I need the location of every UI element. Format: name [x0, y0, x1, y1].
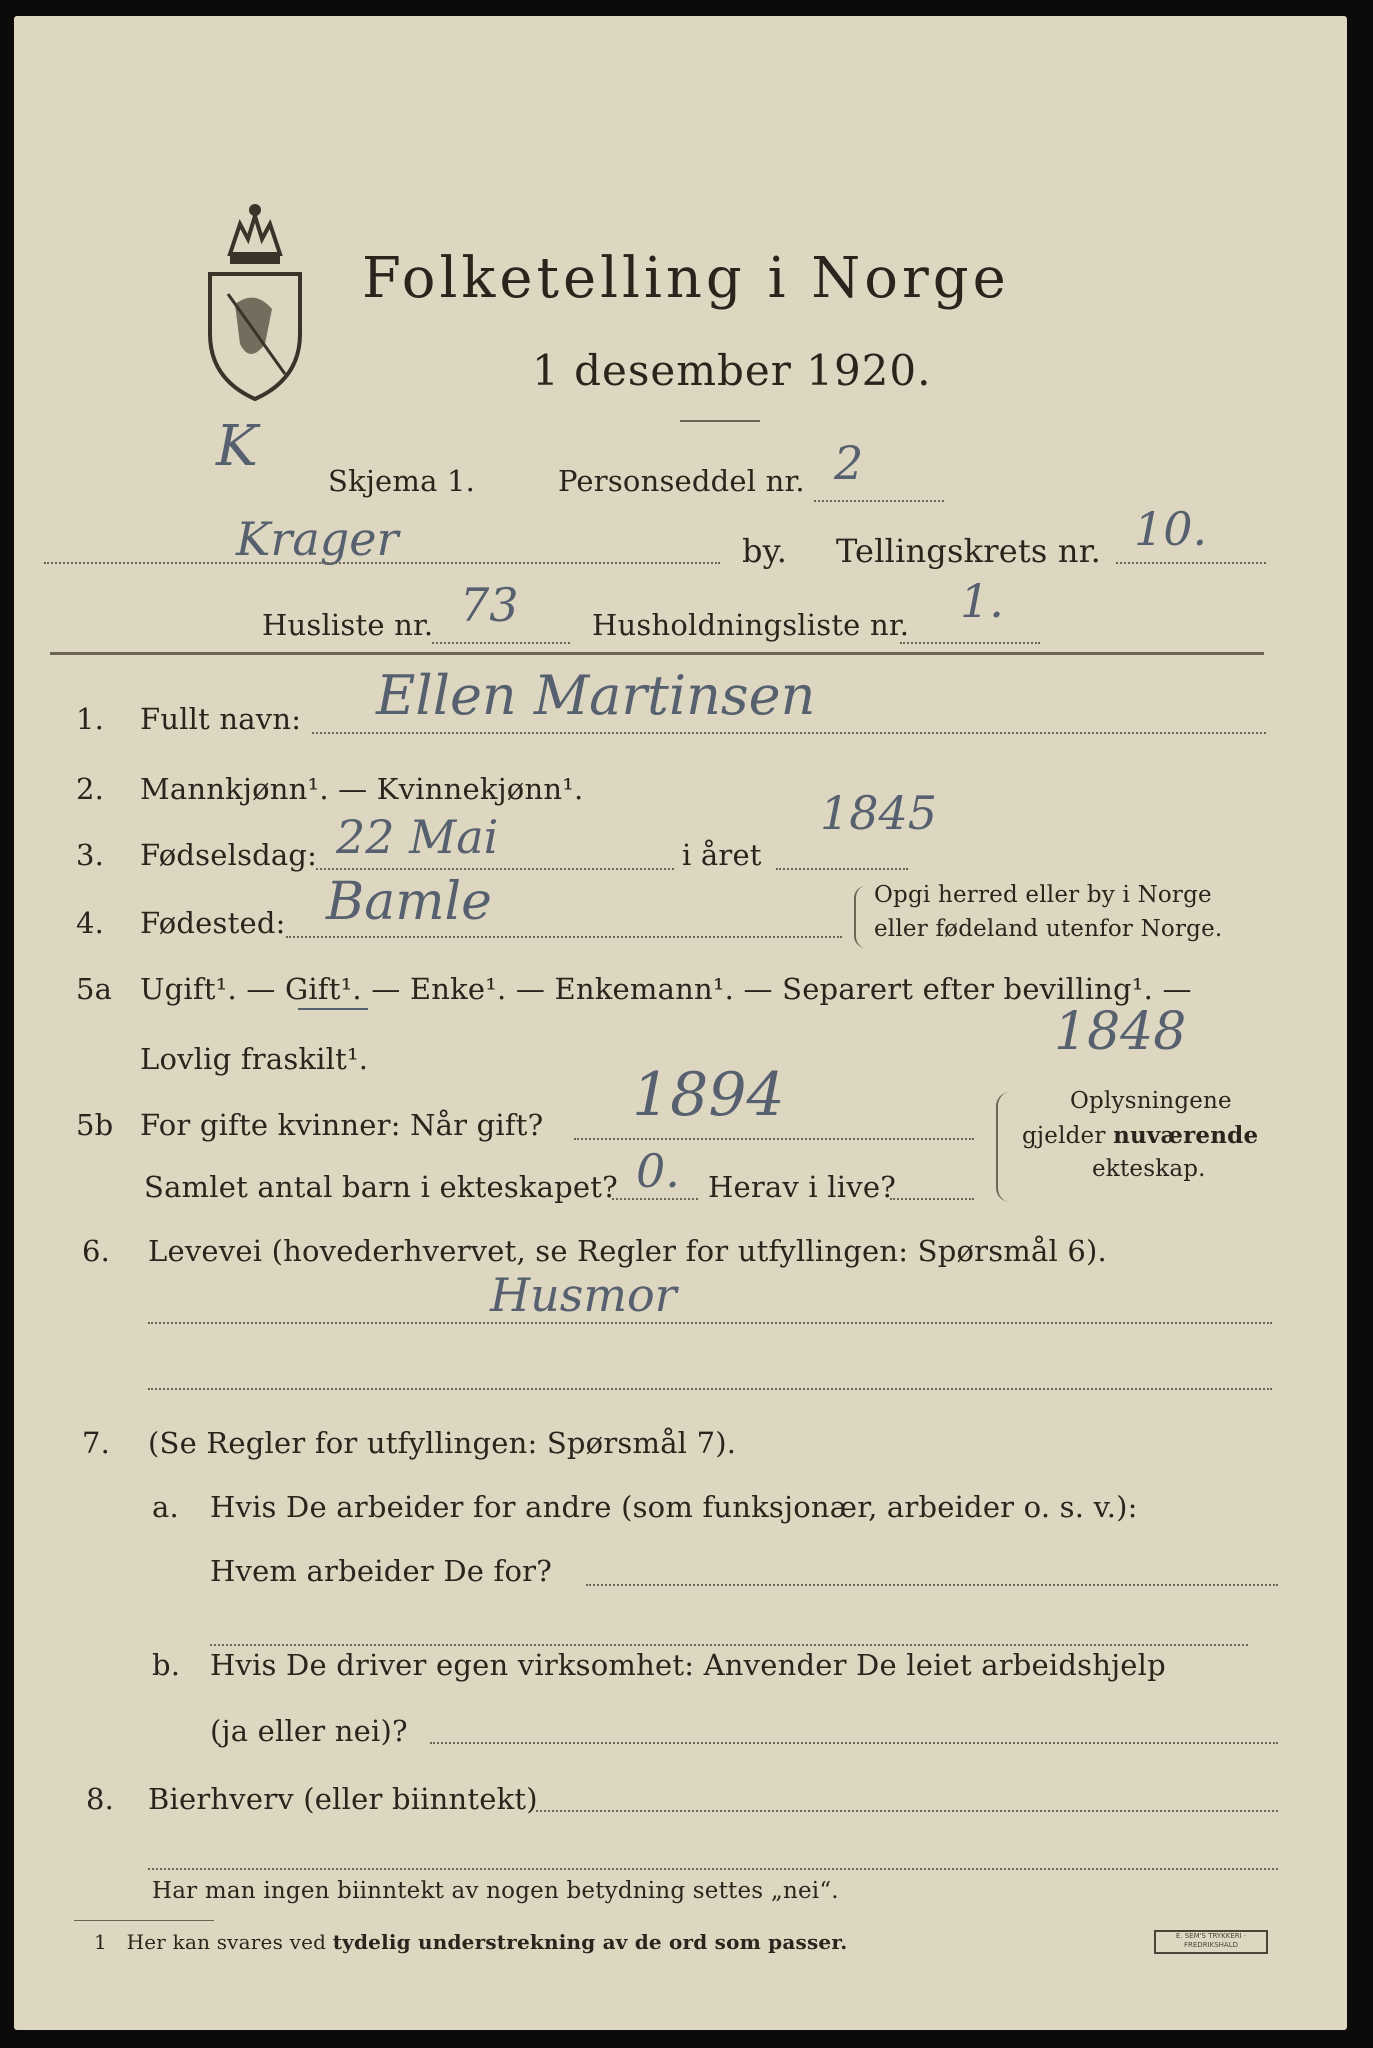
q7a-letter: a.: [152, 1490, 179, 1524]
q5a-label-continued: Lovlig fraskilt¹.: [140, 1042, 369, 1076]
q8-field-2: [148, 1868, 1278, 1870]
census-form: [14, 16, 1347, 2030]
q2-label: Mannkjønn¹. — Kvinnekjønn¹.: [140, 772, 584, 806]
q7b-label-continued: (ja eller nei)?: [210, 1714, 408, 1748]
form-date: 1 desember 1920.: [532, 346, 932, 395]
husholdning-field: [900, 642, 1040, 644]
footnote-number: 1: [94, 1930, 107, 1954]
husliste-field: [432, 642, 570, 644]
city-field: [44, 562, 720, 564]
q6-field-1: [148, 1322, 1272, 1324]
husliste-label: Husliste nr.: [262, 608, 434, 642]
q7b-field: [430, 1742, 1278, 1744]
q1-label: Fullt navn:: [140, 702, 302, 736]
q5b-married-value: 1894: [632, 1060, 785, 1130]
by-label: by.: [742, 532, 788, 570]
personseddel-value: 2: [834, 436, 864, 490]
city-mark-handwritten: K: [216, 414, 258, 479]
q5b-children-label: Samlet antal barn i ekteskapet?: [144, 1170, 618, 1204]
title-divider: [680, 420, 760, 422]
q5b-alive-field: [890, 1198, 974, 1200]
q5a-gift-underline: [298, 1008, 368, 1010]
q4-note-line2: eller fødeland utenfor Norge.: [874, 916, 1223, 942]
q5b-alive-label: Herav i live?: [708, 1170, 896, 1204]
q4-birthplace-field: [286, 936, 842, 938]
q4-birthplace-value: Bamle: [326, 872, 492, 932]
city-value: Krager: [236, 512, 399, 566]
skjema-label: Skjema 1.: [328, 464, 476, 498]
q5b-married-field: [574, 1138, 974, 1140]
q7b-label: Hvis De driver egen virksomhet: Anvender De leiet arbeidshjelp: [210, 1648, 1166, 1682]
personseddel-field: [814, 500, 944, 502]
q8-label: Bierhverv (eller biinntekt): [148, 1782, 538, 1816]
q1-number: 1.: [76, 702, 105, 736]
q5b-number: 5b: [76, 1108, 114, 1142]
q3-year-label: i året: [682, 838, 762, 872]
q5a-number: 5a: [76, 972, 113, 1006]
q2-number: 2.: [76, 772, 105, 806]
q8-field-1: [536, 1810, 1278, 1812]
husholdning-label: Husholdningsliste nr.: [592, 608, 910, 642]
header-divider: [50, 652, 1264, 655]
husliste-value: 73: [460, 578, 519, 632]
q3-year-field: [776, 868, 908, 870]
q7a-label-continued: Hvem arbeider De for?: [210, 1554, 552, 1588]
footer-note: Har man ingen biinntekt av nogen betydning settes „nei“.: [152, 1878, 839, 1904]
q4-note-brace: [854, 886, 866, 948]
q3-birthday-value: 22 Mai: [336, 810, 499, 864]
q5b-label: For gifte kvinner: Når gift?: [140, 1108, 544, 1142]
form-title: Folketelling i Norge: [362, 246, 1010, 311]
footnote: 1 Her kan svares ved tydelig understrekning av de ord som passer.: [94, 1930, 848, 1954]
q6-label: Levevei (hovederhvervet, se Regler for utfyllingen: Spørsmål 6).: [148, 1234, 1107, 1268]
personseddel-label: Personseddel nr.: [558, 464, 805, 498]
q7a-label: Hvis De arbeider for andre (som funksjonær, arbeider o. s. v.):: [210, 1490, 1138, 1524]
q5a-annotation-value: 1848: [1054, 1002, 1187, 1062]
q3-birthday-field: [316, 868, 674, 870]
q4-number: 4.: [76, 906, 105, 940]
tellingskrets-value: 10.: [1134, 502, 1208, 556]
q5b-children-value: 0.: [636, 1144, 680, 1198]
q3-year-value: 1845: [820, 786, 938, 840]
q4-note-line1: Opgi herred eller by i Norge: [874, 882, 1212, 908]
q1-full-name-value: Ellen Martinsen: [376, 664, 816, 727]
husholdning-value: 1.: [960, 574, 1004, 628]
q4-label: Fødested:: [140, 906, 286, 940]
q5b-note-brace: [996, 1092, 1010, 1202]
footnote-divider: [74, 1920, 214, 1921]
q5b-note-line1: Oplysningene: [1070, 1088, 1232, 1114]
printer-stamp: E. SEM'S TRYKKERI · FREDRIKSHALD: [1154, 1930, 1268, 1954]
q7-number: 7.: [82, 1426, 111, 1460]
q5a-label: Ugift¹. — Gift¹. — Enke¹. — Enkemann¹. — Separert efter bevilling¹. —: [140, 972, 1192, 1006]
norwegian-coat-of-arms-icon: [200, 194, 310, 404]
q3-number: 3.: [76, 838, 105, 872]
q7b-letter: b.: [152, 1648, 181, 1682]
tellingskrets-field: [1116, 562, 1266, 564]
q8-number: 8.: [86, 1782, 115, 1816]
q5b-children-field: [612, 1198, 698, 1200]
q5b-note-line3: ekteskap.: [1092, 1156, 1206, 1182]
q5b-note-line2: gjelder nuværende: [1022, 1122, 1259, 1149]
q7a-field-2: [210, 1644, 1248, 1646]
q7-label: (Se Regler for utfyllingen: Spørsmål 7).: [148, 1426, 737, 1460]
q7a-field-1: [586, 1584, 1278, 1586]
q3-label: Fødselsdag:: [140, 838, 318, 872]
q1-field: [312, 732, 1266, 734]
tellingskrets-label: Tellingskrets nr.: [836, 532, 1102, 570]
q6-field-2: [148, 1388, 1272, 1390]
q6-number: 6.: [82, 1234, 111, 1268]
q6-occupation-value: Husmor: [490, 1268, 677, 1322]
